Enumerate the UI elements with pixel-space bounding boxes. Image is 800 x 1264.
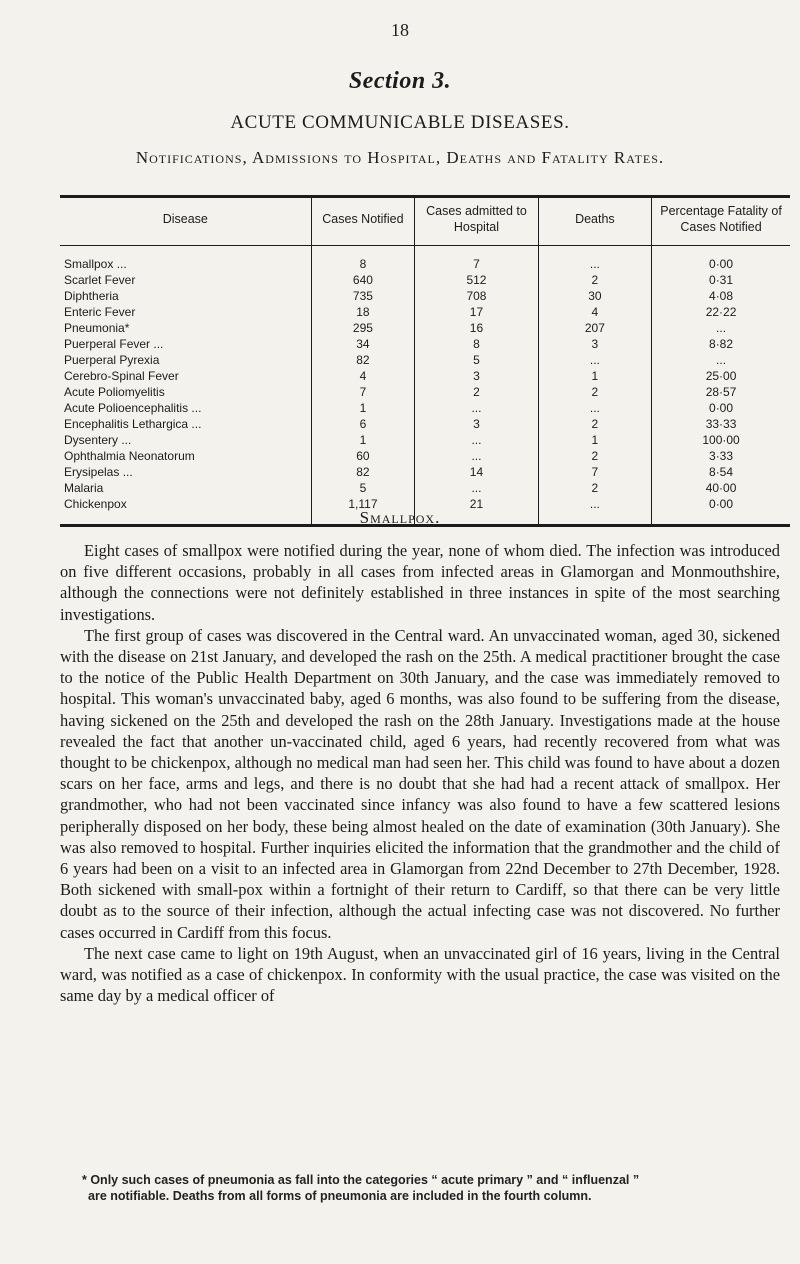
cell-deaths: ... xyxy=(538,246,651,273)
cell-notified: 4 xyxy=(311,368,415,384)
cell-fatality: 28·57 xyxy=(652,384,790,400)
table-row xyxy=(60,368,790,384)
disease-name: Diphtheria xyxy=(64,289,119,303)
cell-admitted: ... xyxy=(415,432,538,448)
table-row xyxy=(60,272,790,288)
table-body xyxy=(60,246,790,526)
table-row xyxy=(60,320,790,336)
cell-deaths: 207 xyxy=(538,320,651,336)
cell-fatality: 0·00 xyxy=(652,496,790,526)
table-header-row xyxy=(60,197,790,246)
cell-notified: 1 xyxy=(311,400,415,416)
disease-name: Encephalitis Lethargica ... xyxy=(64,417,202,431)
table-subtitle: Notifications, Admissions to Hospital, Deaths and Fatality Rates. xyxy=(135,148,665,167)
disease-name: Enteric Fever xyxy=(64,305,136,319)
cell-admitted: 17 xyxy=(415,304,538,320)
cell-admitted: 21 xyxy=(415,496,538,526)
cell-deaths: 1 xyxy=(538,432,651,448)
cell-deaths: ... xyxy=(538,496,651,526)
smallpox-heading: Smallpox. xyxy=(359,508,441,527)
page-title: ACUTE COMMUNICABLE DISEASES. xyxy=(230,112,570,133)
cell-admitted: 14 xyxy=(415,464,538,480)
table-row xyxy=(60,480,790,496)
footnote xyxy=(60,1172,780,1204)
cell-fatality: 0·00 xyxy=(652,246,790,273)
disease-name: Scarlet Fever xyxy=(64,273,136,287)
disease-name: Acute Polioencephalitis ... xyxy=(64,401,202,415)
paragraph: The next case came to light on 19th August, when an unvaccinated girl of 16 years, living in the Central ward, was notified as a case of chickenpox. In conformity with the usual practice, the case was visited on the same day by a medical officer of xyxy=(60,943,780,1006)
cell-notified: 295 xyxy=(311,320,415,336)
cell-fatality: ... xyxy=(652,352,790,368)
table-row xyxy=(60,400,790,416)
cell-fatality: 100·00 xyxy=(652,432,790,448)
cell-fatality: 3·33 xyxy=(652,448,790,464)
disease-name: Malaria xyxy=(64,481,104,495)
cell-notified: 735 xyxy=(311,288,415,304)
cell-fatality: 25·00 xyxy=(652,368,790,384)
disease-name: Ophthalmia Neonatorum xyxy=(64,449,195,463)
paragraph: The first group of cases was discovered in the Central ward. An unvaccinated woman, aged 30, sickened with the disease on 21st January, and developed the rash on the 25th. A medical practitioner brought the case to the notice of the Public Health Department on 30th January, and the case was immediately removed to hospital. This woman's unvaccinated baby, aged 6 months, was also found to be suffering from the disease, having sickened on the 25th and developed the rash on the 28th January. Investigations made at the house revealed the fact that another un-vaccinated child, aged 6 years, had recently recovered from what was thought to be chickenpox, although no medical man had seen her. This child was found to have about a dozen scars on her face, arms and legs, and there is no doubt that she had had a recent attack of smallpox. Her grandmother, who had not been vaccinated since infancy was also found to have a few scattered lesions peripherally disposed on her body, these being almost healed on the date of examination (30th January). She was also removed to hospital. Further inquiries elicited the information that the grandmother and the child of 6 years had been on a visit to an infected area in Glamorgan from 22nd December to 27th December, 1928. Both sickened with small-pox within a fortnight of their return to Cardiff, so that there can be very little doubt as to the source of their infection, although the actual infecting case was not discovered. No further cases occurred in Cardiff from this focus. xyxy=(60,625,780,942)
table-row xyxy=(60,384,790,400)
header-cases-admitted: Cases admitted to Hospital xyxy=(415,197,538,246)
cell-notified: 640 xyxy=(311,272,415,288)
header-cases-notified: Cases Notified xyxy=(311,197,415,246)
header-deaths: Deaths xyxy=(538,197,651,246)
table-row xyxy=(60,246,790,273)
cell-deaths: 2 xyxy=(538,480,651,496)
cell-admitted: 5 xyxy=(415,352,538,368)
cell-deaths: 2 xyxy=(538,416,651,432)
table-row xyxy=(60,448,790,464)
disease-name: Acute Poliomyelitis xyxy=(64,385,165,399)
cell-deaths: 1 xyxy=(538,368,651,384)
cell-notified: 1,117 xyxy=(311,496,415,526)
table-row xyxy=(60,464,790,480)
section-heading: Section 3. xyxy=(348,68,452,94)
cell-deaths: ... xyxy=(538,352,651,368)
disease-statistics-table xyxy=(60,195,790,527)
cell-fatality: 8·54 xyxy=(652,464,790,480)
cell-fatality: ... xyxy=(652,320,790,336)
disease-name: Puerperal Fever ... xyxy=(64,337,164,351)
table-row xyxy=(60,432,790,448)
cell-notified: 18 xyxy=(311,304,415,320)
cell-admitted: 708 xyxy=(415,288,538,304)
cell-deaths: 7 xyxy=(538,464,651,480)
cell-deaths: 30 xyxy=(538,288,651,304)
cell-admitted: 2 xyxy=(415,384,538,400)
table-row xyxy=(60,336,790,352)
disease-name: Chickenpox xyxy=(64,497,127,511)
cell-fatality: 22·22 xyxy=(652,304,790,320)
cell-notified: 1 xyxy=(311,432,415,448)
footnote-line: are notifiable. Deaths from all forms of pneumonia are included in the fourth column. xyxy=(88,1189,592,1203)
cell-notified: 5 xyxy=(311,480,415,496)
cell-fatality: 0·00 xyxy=(652,400,790,416)
cell-deaths: 2 xyxy=(538,272,651,288)
cell-admitted: ... xyxy=(415,400,538,416)
cell-admitted: 8 xyxy=(415,336,538,352)
cell-deaths: 3 xyxy=(538,336,651,352)
disease-name: Cerebro-Spinal Fever xyxy=(64,369,179,383)
table-row xyxy=(60,352,790,368)
cell-admitted: 7 xyxy=(415,246,538,273)
disease-name: Pneumonia* xyxy=(64,321,130,335)
cell-notified: 7 xyxy=(311,384,415,400)
header-disease: Disease xyxy=(162,212,208,226)
disease-name: Dysentery ... xyxy=(64,433,132,447)
cell-admitted: 512 xyxy=(415,272,538,288)
paragraph: Eight cases of smallpox were notified during the year, none of whom died. The infection was introduced on five different occasions, probably in all cases from infected areas in Glamorgan and Monmouthshire, although the connections were not definitely established in three instances in spite of the most searching investigations. xyxy=(60,541,780,624)
cell-admitted: ... xyxy=(415,480,538,496)
header-fatality: Percentage Fatality of Cases Notified xyxy=(652,197,790,246)
disease-name: Puerperal Pyrexia xyxy=(64,353,160,367)
cell-admitted: 3 xyxy=(415,416,538,432)
footnote-line: * Only such cases of pneumonia as fall into the categories “ acute primary ” and “ influenzal ” xyxy=(82,1173,640,1187)
cell-notified: 82 xyxy=(311,352,415,368)
table-row xyxy=(60,416,790,432)
table-row xyxy=(60,304,790,320)
cell-deaths: 2 xyxy=(538,384,651,400)
cell-deaths: 4 xyxy=(538,304,651,320)
cell-deaths: 2 xyxy=(538,448,651,464)
cell-notified: 60 xyxy=(311,448,415,464)
cell-notified: 82 xyxy=(311,464,415,480)
cell-fatality: 0·31 xyxy=(652,272,790,288)
table-row xyxy=(60,288,790,304)
cell-fatality: 8·82 xyxy=(652,336,790,352)
cell-fatality: 33·33 xyxy=(652,416,790,432)
page-number: 18 xyxy=(391,20,409,40)
cell-admitted: 3 xyxy=(415,368,538,384)
cell-admitted: 16 xyxy=(415,320,538,336)
cell-admitted: ... xyxy=(415,448,538,464)
cell-fatality: 40·00 xyxy=(652,480,790,496)
smallpox-body xyxy=(60,540,780,1006)
cell-fatality: 4·08 xyxy=(652,288,790,304)
cell-deaths: ... xyxy=(538,400,651,416)
disease-name: Erysipelas ... xyxy=(64,465,133,479)
cell-notified: 8 xyxy=(311,246,415,273)
cell-notified: 34 xyxy=(311,336,415,352)
cell-notified: 6 xyxy=(311,416,415,432)
disease-name: Smallpox ... xyxy=(64,257,127,271)
